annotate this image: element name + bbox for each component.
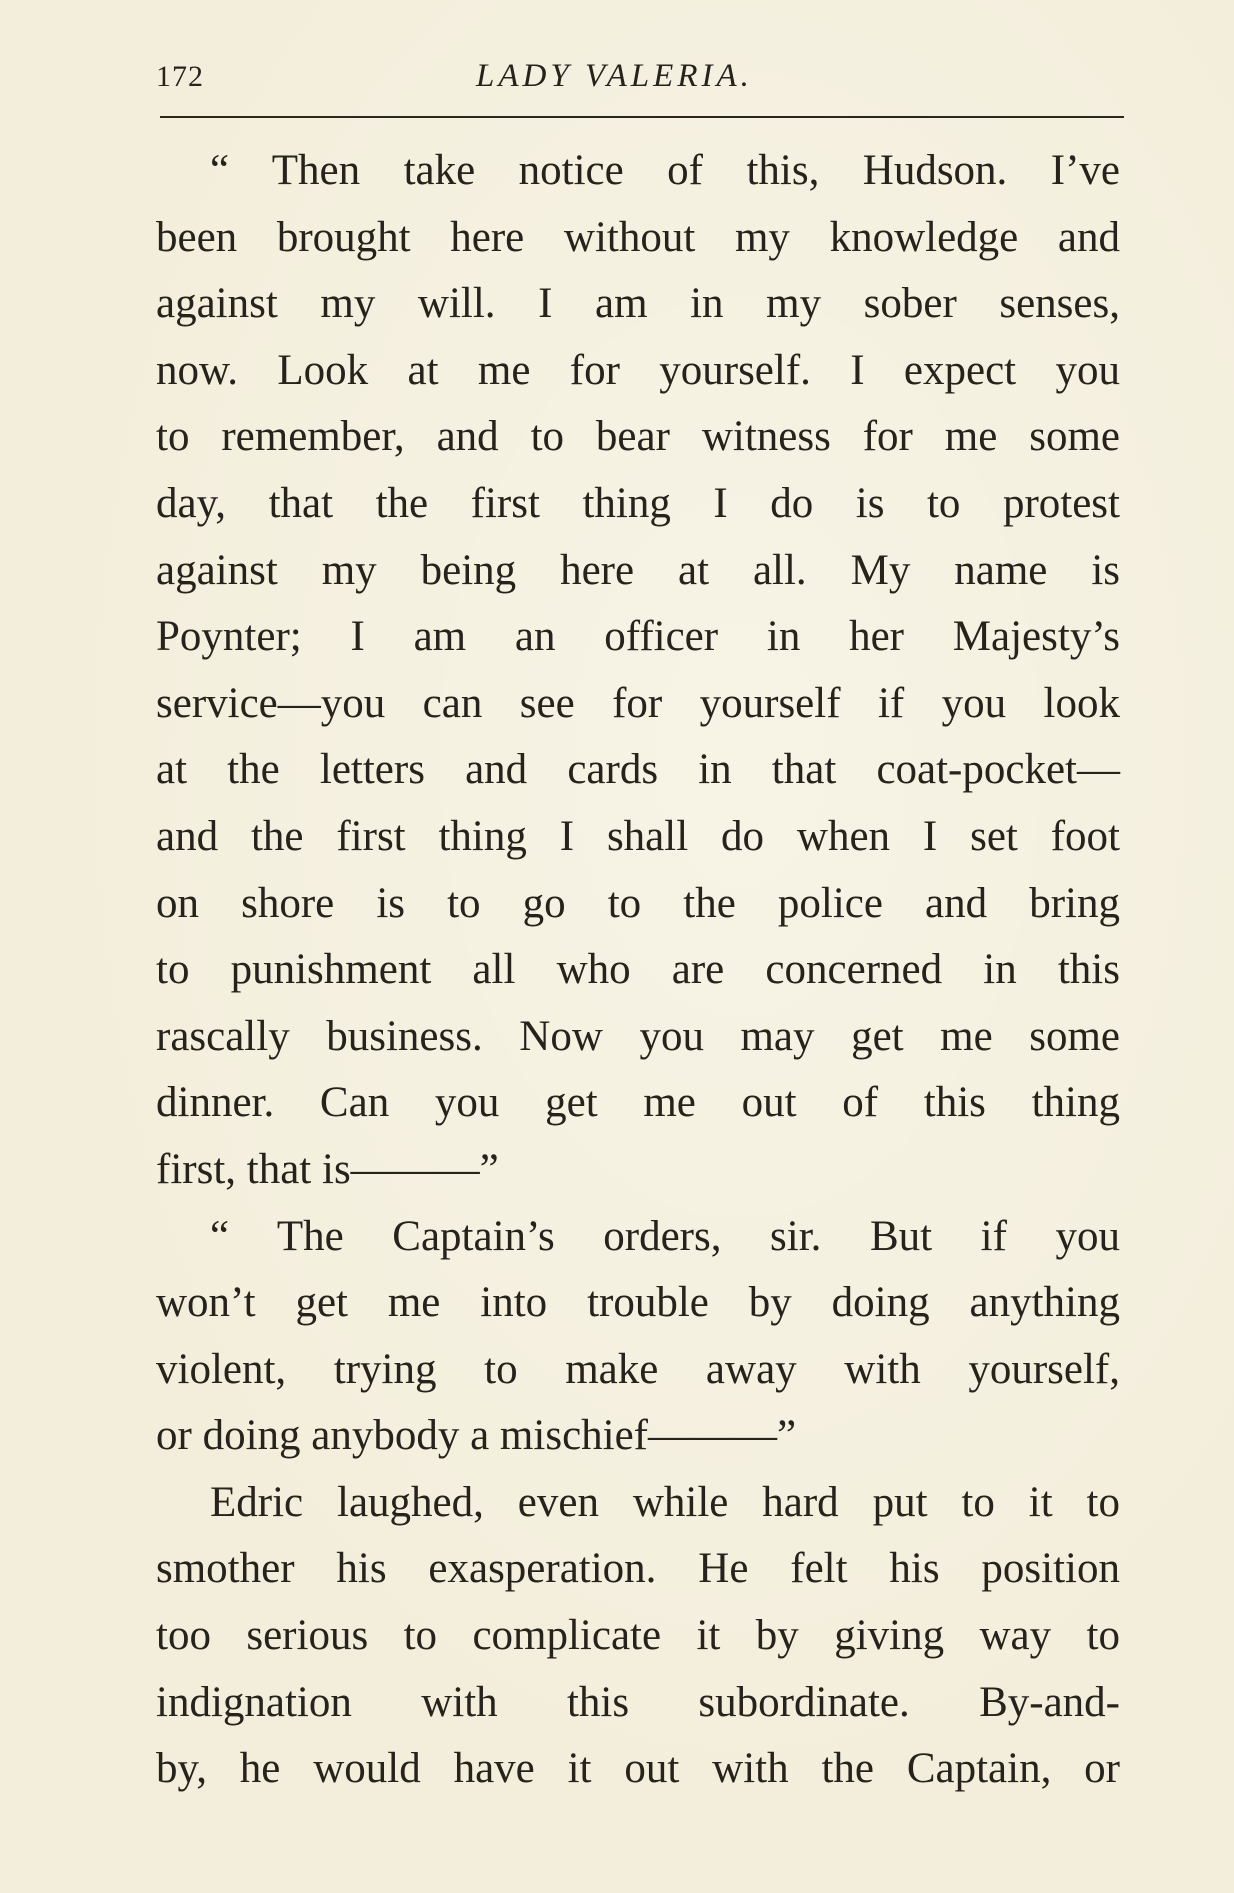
text-line: Edric laughed, even while hard put to it to <box>210 1478 1120 1526</box>
text-line: “ The Captain’s orders, sir. But if you <box>210 1212 1120 1260</box>
text-line: at the letters and cards in that coat-pocket— <box>156 746 1120 794</box>
text-line: won’t get me into trouble by doing anything <box>156 1279 1120 1327</box>
text-line: to punishment all who are concerned in this <box>156 946 1120 994</box>
text-line: rascally business. Now you may get me some <box>156 1012 1120 1060</box>
text-line: day, that the first thing I do is to protest <box>156 479 1120 527</box>
text-line: first, that is———” <box>156 1145 499 1193</box>
text-line: dinner. Can you get me out of this thing <box>156 1079 1120 1127</box>
text-line: smother his exasperation. He felt his position <box>156 1545 1120 1593</box>
running-title: LADY VALERIA. <box>476 58 753 94</box>
text-line: by, he would have it out with the Captain, or <box>156 1745 1120 1793</box>
text-line: against my being here at all. My name is <box>156 546 1120 594</box>
text-line: indignation with this subordinate. By-and- <box>156 1678 1120 1726</box>
text-line: against my will. I am in my sober senses, <box>156 280 1120 328</box>
text-line: “ Then take notice of this, Hudson. I’ve <box>210 147 1120 194</box>
text-line: on shore is to go to the police and bring <box>156 879 1120 927</box>
text-line: to remember, and to bear witness for me some <box>156 413 1120 461</box>
text-line: service—you can see for yourself if you look <box>156 679 1120 727</box>
body-text <box>156 138 1120 1803</box>
text-line: too serious to complicate it by giving way to <box>156 1612 1120 1660</box>
text-line: now. Look at me for yourself. I expect you <box>156 346 1120 394</box>
text-line: violent, trying to make away with yourself, <box>156 1345 1120 1393</box>
header-rule <box>160 116 1124 118</box>
text-line: been brought here without my knowledge and <box>156 213 1120 261</box>
page-number: 172 <box>156 60 204 93</box>
text-line: Poynter; I am an officer in her Majesty’s <box>156 613 1120 661</box>
text-line: or doing anybody a mischief———” <box>156 1412 797 1460</box>
text-line: and the first thing I shall do when I set foot <box>156 812 1120 860</box>
running-head <box>156 52 1124 112</box>
